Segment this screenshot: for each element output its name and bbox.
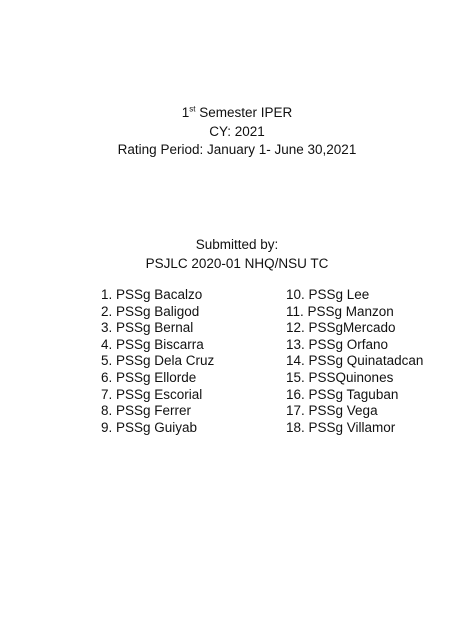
semester-ordinal-suffix: st <box>189 104 196 114</box>
list-item: 14. PSSg Quinatadcan <box>286 353 424 369</box>
list-item: 9. PSSg Guiyab <box>101 419 198 435</box>
submitted-by-block <box>0 236 474 273</box>
semester-title <box>0 104 474 123</box>
list-item: 3. PSSg Bernal <box>101 320 194 336</box>
list-item: 4. PSSg Biscarra <box>101 336 204 352</box>
rating-period: Rating Period: January 1- June 30,2021 <box>117 142 357 157</box>
document-header <box>0 104 474 160</box>
list-item: 7. PSSg Escorial <box>101 386 203 402</box>
submitting-group: PSJLC 2020-01 NHQ/NSU TC <box>145 255 329 271</box>
list-item: 16. PSSg Taguban <box>286 386 399 402</box>
list-item: 10. PSSg Lee <box>286 287 370 302</box>
list-item: 2. PSSg Baligod <box>101 303 200 319</box>
list-item: 11. PSSg Manzon <box>286 303 394 319</box>
semester-ordinal-number: 1 <box>181 105 190 120</box>
member-list-right <box>286 287 423 436</box>
member-list-left <box>101 287 214 436</box>
list-item: 15. PSSQuinones <box>286 369 394 385</box>
calendar-year: CY: 2021 <box>209 123 265 139</box>
list-item: 5. PSSg Dela Cruz <box>101 353 215 369</box>
list-item: 13. PSSg Orfano <box>286 336 389 352</box>
list-item: 1. PSSg Bacalzo <box>101 287 203 302</box>
list-item: 17. PSSg Vega <box>286 403 378 419</box>
semester-title-text: Semester IPER <box>195 105 293 120</box>
list-item: 12. PSSgMercado <box>286 320 396 336</box>
list-item: 8. PSSg Ferrer <box>101 403 192 419</box>
submitted-by-label: Submitted by: <box>195 237 279 252</box>
list-item: 18. PSSg Villamor <box>286 419 396 435</box>
list-item: 6. PSSg Ellorde <box>101 369 197 385</box>
